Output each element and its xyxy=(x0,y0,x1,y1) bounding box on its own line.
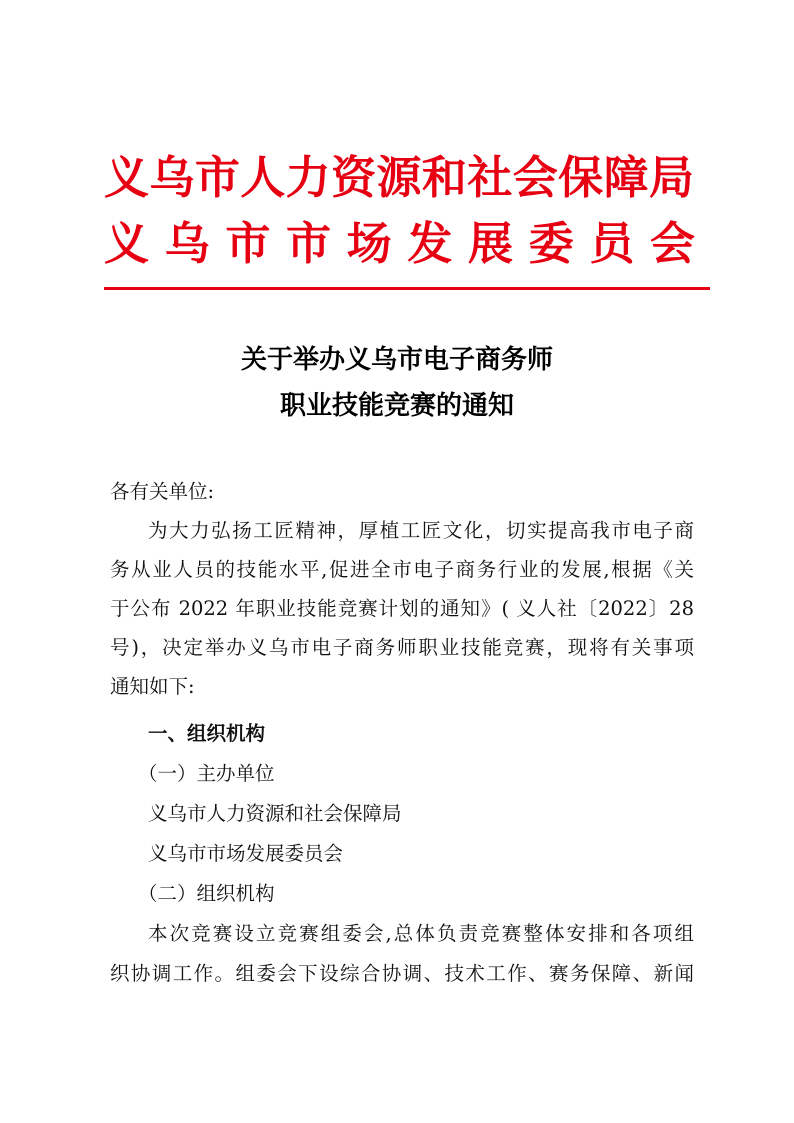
paragraph-2-line: 织协调工作。组委会下设综合协调、技术工作、赛务保障、新闻 xyxy=(110,962,694,985)
section-heading-1: 一、组织机构 xyxy=(148,722,266,745)
document-title-line-2: 职业技能竞赛的通知 xyxy=(279,391,514,421)
red-header-rule xyxy=(104,287,710,290)
subsection-heading-2: （二）组织机构 xyxy=(138,882,275,905)
host-org-2: 义乌市市场发展委员会 xyxy=(148,842,344,865)
paragraph-1-line: 于公布 2022 年职业技能竞赛计划的通知》( 义人社〔2022〕28 xyxy=(110,597,694,620)
paragraph-2-line: 本次竞赛设立竞赛组委会,总体负责竞赛整体安排和各项组 xyxy=(148,922,694,945)
document-title-line-1: 关于举办义乌市电子商务师 xyxy=(240,345,553,375)
issuing-org-line-2: 义 乌 市 市 场 发 展 委 员 会 xyxy=(104,217,695,270)
salutation: 各有关单位: xyxy=(110,480,215,503)
host-org-1: 义乌市人力资源和社会保障局 xyxy=(148,802,402,825)
paragraph-1-line: 通知如下: xyxy=(110,675,195,698)
paragraph-1-line: 为大力弘扬工匠精神，厚植工匠文化，切实提高我市电子商 xyxy=(148,519,694,542)
issuing-org-line-1: 义乌市人力资源和社会保障局 xyxy=(104,151,694,204)
subsection-heading-1: （一）主办单位 xyxy=(138,762,275,785)
paragraph-1-line: 务从业人员的技能水平,促进全市电子商务行业的发展,根据《关 xyxy=(110,558,694,581)
paragraph-1-line: 号)，决定举办义乌市电子商务师职业技能竞赛，现将有关事项 xyxy=(110,636,694,659)
